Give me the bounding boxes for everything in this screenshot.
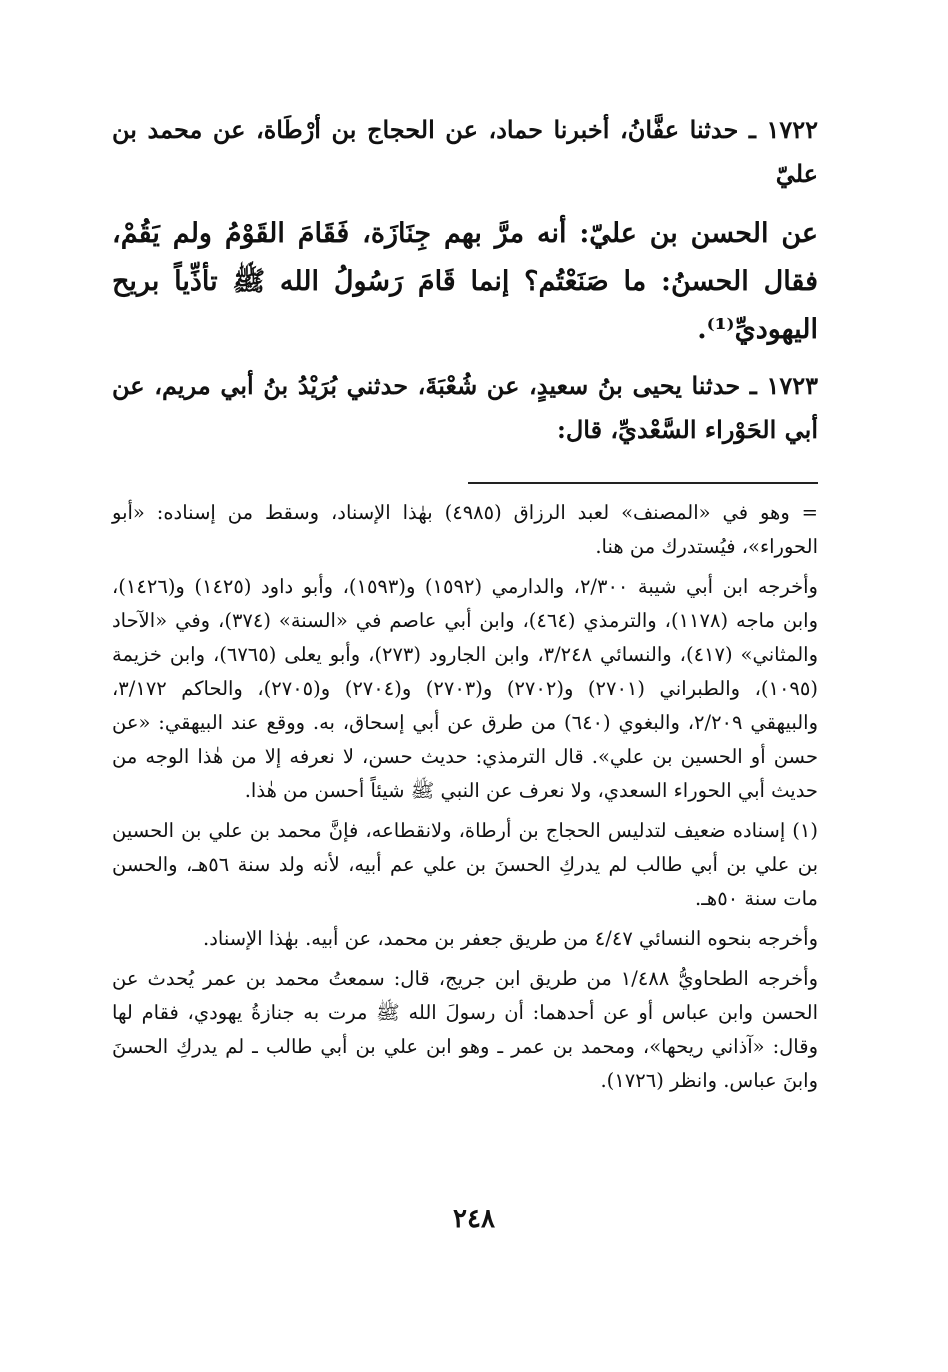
footnote-continuation: = وهو في «المصنف» لعبد الرزاق (٤٩٨٥) بهٰذا الإسناد، وسقط من إسناده: «أبو الحوراء»، فيُستدرك من هنا. bbox=[112, 501, 819, 558]
hadith-1723-isnad: ١٧٢٣ ـ حدثنا يحيى بنُ سعيدٍ، عن شُعْبَةَ، حدثني بُرَيْدُ بنُ أبي مريم، عن أبي الحَوْراء السَّعْديِّ، قال: bbox=[112, 371, 818, 444]
footnote-separator bbox=[468, 482, 818, 484]
footnote-nasai: وأخرجه بنحوه النسائي ٤/٤٧ من طريق جعفر بن محمد، عن أبيه. بهٰذا الإسناد. bbox=[203, 927, 818, 950]
footnote-tahawi: وأخرجه الطحاويُّ ١/٤٨٨ من طريق ابن جريج، قال: سمعتُ محمد بن عمر يُحدث عن الحسن وابن عباس أو عن أحدهما: أن رسولَ الله ﷺ مرت به جنازةُ يهودي، فقام لها وقال: «آذاني ريحها»، ومحمد بن عمر ـ وهو ابن علي بن أبي طالب ـ لم يدركِ الحسنَ وابنَ عباس. وانظر (١٧٢٦). bbox=[112, 967, 818, 1092]
footnote-1: (١) إسناده ضعيف لتدليس الحجاج بن أرطاة، ولانقطاعه، فإنَّ محمد بن علي بن الحسين بن علي بن أبي طالب لم يدركِ الحسنَ بن علي عم أبيه، لأنه ولد سنة ٥٦هـ، والحسن مات سنة ٥٠هـ. bbox=[112, 819, 819, 910]
page-number: ٢٤٨ bbox=[453, 1204, 495, 1234]
footnote-takhrij: وأخرجه ابن أبي شيبة ٢/٣٠٠، والدارمي (١٥٩٢) و(١٥٩٣)، وأبو داود (١٤٢٥) و(١٤٢٦)، وابن ماجه (١١٧٨)، والترمذي (٤٦٤)، وابن أبي عاصم في «السنة» (٣٧٤)، وفي «الآحاد والمثاني» (٤١٧)، والنسائي ٣/٢٤٨، وابن الجارود (٢٧٣)، وأبو يعلى (٦٧٦٥)، وابن خزيمة (١٠٩٥)، والطبراني (٢٧٠١) و(٢٧٠٢) و(٢٧٠٣) و(٢٧٠٤) و(٢٧٠٥)، والحاكم ٣/١٧٢، والبيهقي ٢/٢٠٩، والبغوي (٦٤٠) من طرق عن أبي إسحاق، به. ووقع عند البيهقي: «عن حسن أو الحسين بن علي». قال الترمذي: حديث حسن، لا نعرفه إلا من هٰذا الوجه من حديث أبي الحوراء السعدي، ولا نعرف عن النبي ﷺ شيئاً أحسن من هٰذا. bbox=[112, 575, 819, 802]
hadith-1722-isnad: ١٧٢٢ ـ حدثنا عفَّانُ، أخبرنا حماد، عن الحجاج بن أرْطَاة، عن محمد بن عليّ bbox=[112, 115, 818, 188]
hadith-1722-matn: عن الحسن بن عليّ: أنه مرَّ بهم جِنَازَة، فَقَامَ القَوْمُ ولم يَقُمْ، فقال الحسنُ: ما صَنَعْتُم؟ إنما قَامَ رَسُولُ الله ﷺ تأذِّياً بريح اليهوديِّ⁽¹⁾. bbox=[112, 218, 818, 345]
